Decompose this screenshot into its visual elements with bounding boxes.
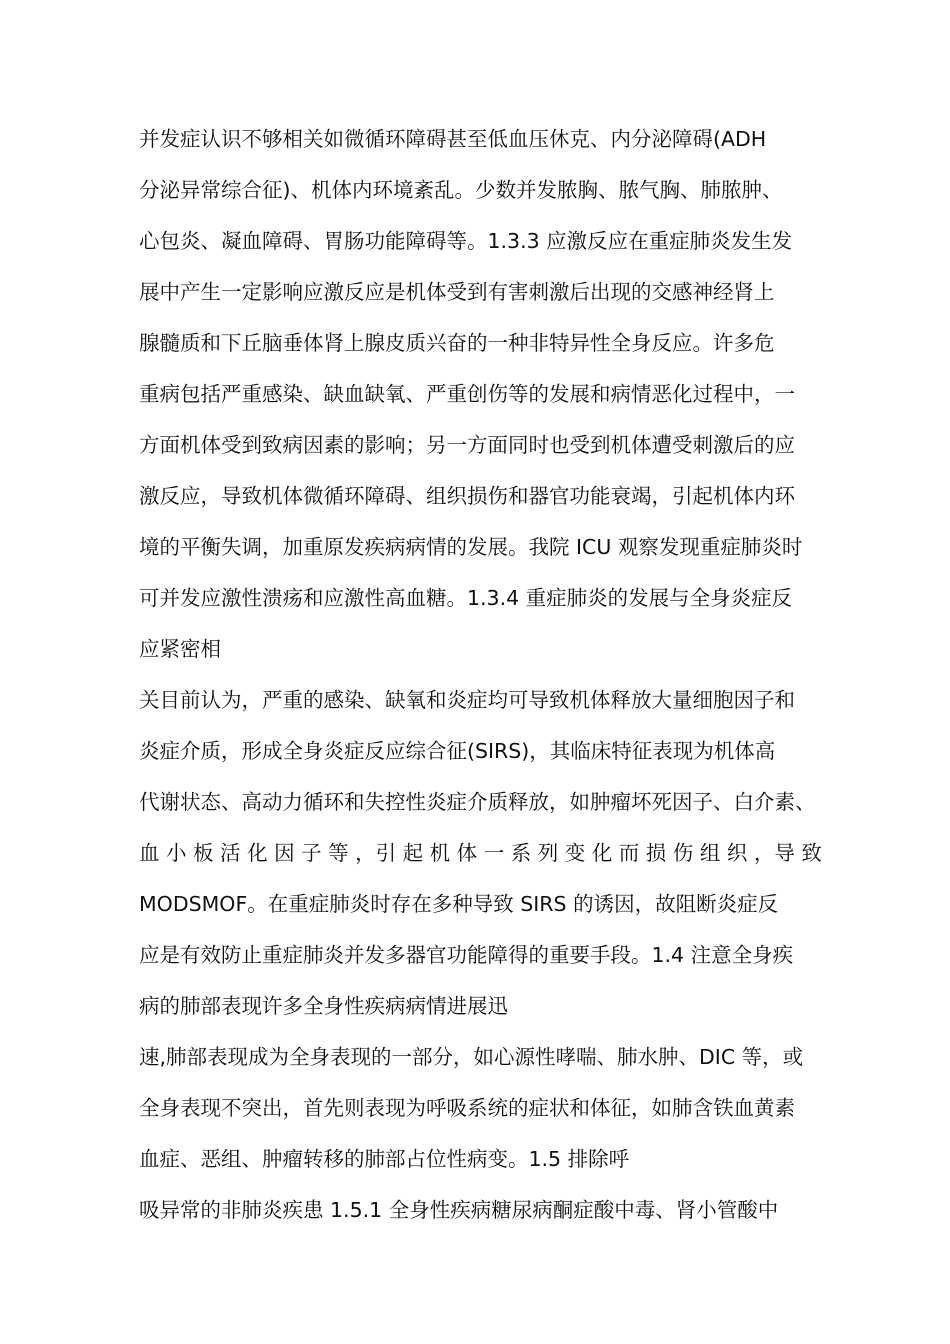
body-text (139, 118, 839, 1240)
text-line: 速,肺部表现成为全身表现的一部分，如心源性哮喘、肺水肿、DIC 等，或 (139, 1045, 804, 1069)
text-line: 心包炎、凝血障碍、胃肠功能障碍等。1.3.3 应激反应在重症肺炎发生发 (139, 229, 793, 253)
text-line: 重病包括严重感染、缺血缺氧、严重创伤等的发展和病情恶化过程中，一 (139, 382, 795, 406)
text-line: 可并发应激性溃疡和应激性高血糖。1.3.4 重症肺炎的发展与全身炎症反 (139, 586, 793, 610)
text-line: 并发症认识不够相关如微循环障碍甚至低血压休克、内分泌障碍(ADH (139, 127, 767, 151)
text-line: 方面机体受到致病因素的影响；另一方面同时也受到机体遭受刺激后的应 (139, 433, 795, 457)
text-line: 分泌异常综合征)、机体内环境紊乱。少数并发脓胸、脓气胸、肺脓肿、 (139, 178, 783, 202)
text-line: 血 小 板 活 化 因 子 等 ，引 起 机 体 一 系 列 变 化 而 损 伤 组 织 ，导 致 (139, 841, 822, 865)
text-line: 吸异常的非肺炎疾患 1.5.1 全身性疾病糖尿病酮症酸中毒、肾小管酸中 (139, 1198, 779, 1222)
text-line: 代谢状态、高动力循环和失控性炎症介质释放，如肿瘤坏死因子、白介素、 (139, 790, 816, 814)
text-line: 激反应，导致机体微循环障碍、组织损伤和器官功能衰竭，引起机体内环 (139, 484, 795, 508)
text-line: 腺髓质和下丘脑垂体肾上腺皮质兴奋的一种非特异性全身反应。许多危 (139, 331, 775, 355)
text-line: 境的平衡失调，加重原发疾病病情的发展。我院 ICU 观察发现重症肺炎时 (139, 535, 803, 559)
text-line: 血症、恶组、肿瘤转移的肺部占位性病变。1.5 排除呼 (139, 1147, 630, 1171)
text-line: 炎症介质，形成全身炎症反应综合征(SIRS)，其临床特征表现为机体高 (139, 739, 776, 763)
text-line: MODSMOF。在重症肺炎时存在多种导致 SIRS 的诱因，故阻断炎症反 (139, 892, 779, 916)
text-line: 应紧密相 (139, 637, 221, 661)
text-line: 全身表现不突出，首先则表现为呼吸系统的症状和体征，如肺含铁血黄素 (139, 1096, 795, 1120)
text-line: 关目前认为，严重的感染、缺氧和炎症均可导致机体释放大量细胞因子和 (139, 688, 795, 712)
text-line: 展中产生一定影响应激反应是机体受到有害刺激后出现的交感神经肾上 (139, 280, 775, 304)
text-line: 病的肺部表现许多全身性疾病病情进展迅 (139, 994, 508, 1018)
text-line: 应是有效防止重症肺炎并发多器官功能障得的重要手段。1.4 注意全身疾 (139, 943, 794, 967)
